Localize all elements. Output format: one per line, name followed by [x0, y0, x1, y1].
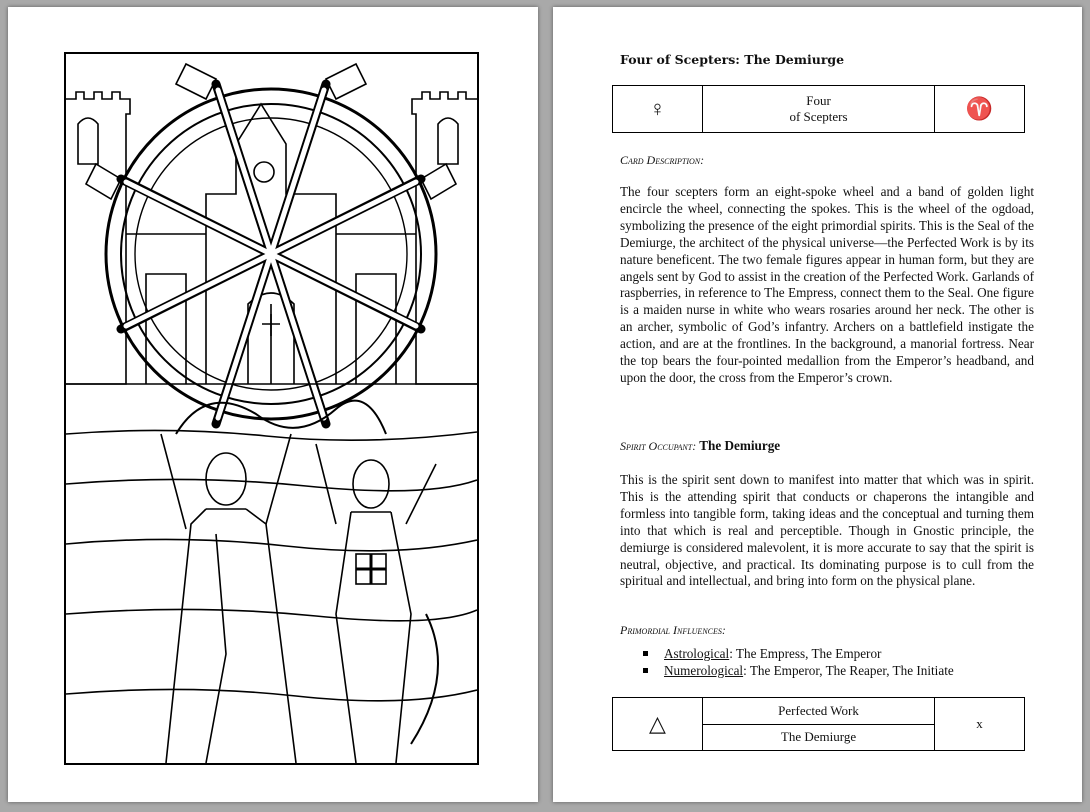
card-number: Four — [806, 93, 831, 108]
influence-value: : The Empress, The Emperor — [729, 646, 882, 661]
list-item — [620, 645, 954, 662]
influences-list — [620, 645, 954, 679]
card-footer-table — [612, 697, 1025, 751]
perfected-work-cell: Perfected Work — [703, 698, 935, 725]
card-header-table — [612, 85, 1025, 133]
card-suit: of Scepters — [789, 109, 848, 124]
card-title: Four of Scepters: The Demiurge — [620, 52, 845, 67]
aries-icon: ♈ — [935, 86, 1025, 133]
spirit-occupant-label: Spirit Occupant: — [620, 439, 697, 453]
left-page — [8, 7, 538, 802]
card-description-heading: Card Description: — [620, 153, 705, 167]
list-item — [620, 662, 954, 679]
card-illustration — [64, 52, 479, 765]
spirit-occupant-heading — [620, 438, 780, 454]
card-artwork — [66, 54, 477, 763]
influence-label: Numerological — [664, 663, 744, 678]
venus-icon: ♀ — [613, 86, 703, 133]
right-page — [553, 7, 1082, 802]
demiurge-cell: The Demiurge — [703, 724, 935, 751]
footer-right-cell: x — [935, 698, 1025, 751]
influence-label: Astrological — [664, 646, 730, 661]
card-description: The four scepters form an eight-spoke wheel and a band of golden light encircle the wheel, connecting the spokes. This is the wheel of the ogdoad, symbolizing the presence of the eight primordial spirits. This is the Seal of the Demiurge, the architect of the physical universe—the Perfected Work is by its nature beneficent. The two female figures appear in human form, but they are angels sent by God to assist in the creation of the Perfected Work. Garlands of raspberries, in reference to The Empress, connect them to the Seal. One figure is a maiden nurse in white who wears rosaries around her neck. The other is an archer, symbolic of God’s infantry. Archers on a battlefield instigate the action, and are at the frontlines. In the background, a manorial fortress. Near the top bears the four-pointed medallion from the Emperor’s headband, and upon the door, the cross from the Emperor’s crown. — [620, 184, 1034, 385]
triangle-icon: △ — [613, 698, 703, 751]
spirit-description: This is the spirit sent down to manifest into matter that which was in spirit. This is the attending spirit that conducts or chaperons the intangible and formless into tangible form, taking ideas and the conceptual and turning them into that which is real and perceptible. Though in Gnostic principle, the demiurge is considered malevolent, it is more accurate to say that the spirit is neutral, objective, and practical. Its dominating purpose is to cull from the spiritual and intellectual, and bring into form on the physical plane. — [620, 472, 1034, 589]
influence-value: : The Emperor, The Reaper, The Initiate — [743, 663, 954, 678]
spirit-occupant-name: The Demiurge — [699, 438, 781, 453]
primordial-influences-heading: Primordial Influences: — [620, 623, 726, 637]
card-name-cell — [703, 86, 935, 133]
